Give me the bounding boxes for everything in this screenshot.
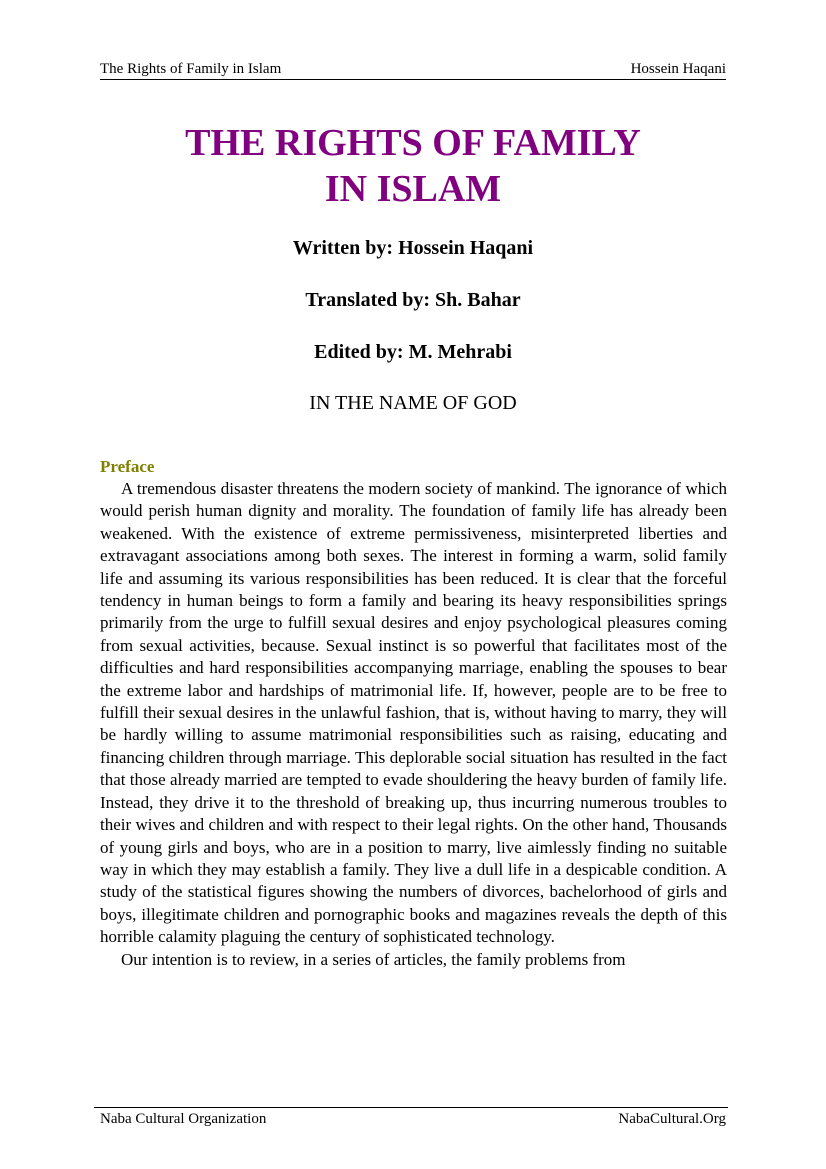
footer-organization: Naba Cultural Organization	[100, 1111, 267, 1127]
title-line-1: THE RIGHTS OF FAMILY	[185, 122, 641, 164]
footer-divider	[94, 1107, 728, 1108]
invocation: IN THE NAME OF GOD	[309, 392, 517, 414]
preface-body	[100, 478, 727, 971]
header-author: Hossein Haqani	[630, 61, 726, 77]
title-line-2: IN ISLAM	[324, 168, 502, 210]
preface-paragraph-2: Our intention is to review, in a series of articles, the family problems from	[121, 949, 626, 969]
preface-paragraph-1: A tremendous disaster threatens the modern society of mankind. The ignorance of which would perish human dignity and morality. The foundation of family life has already been weakened. With the existence of extreme permissiveness, misinterpreted liberties and extravagant associations among both sexes. The interest in forming a warm, solid family life and assuming its various responsibilities has been reduced. It is clear that the forceful tendency in human beings to form a family and bearing its heavy responsibilities springs primarily from the urge to fulfill sexual desires and enjoy psychological pleasures coming from sexual activities, because. Sexual instinct is so powerful that facilitates most of the difficulties and hard responsibilities accompanying marriage, enabling the spouses to bear the extreme labor and hardships of matrimonial life. If, however, people are to be free to fulfill their sexual desires in the unlawful fashion, that is, without having to marry, they will be hardly willing to assume matrimonial responsibilities such as raising, educating and financing children through marriage. This deplorable social situation has resulted in the fact that those already married are tempted to evade shouldering the heavy burden of family life. Instead, they drive it to the threshold of breaking up, thus incurring numerous troubles to their wives and children and with respect to their legal rights. On the other hand, Thousands of young girls and boys, who are in a position to marry, live aimlessly finding no suitable way in which they may establish a family. They live a dull life in a despicable condition. A study of the statistical figures showing the numbers of divorces, bachelorhood of girls and boys, illegitimate children and pornographic books and magazines reveals the depth of this horrible calamity plaguing the century of sophisticated technology.	[100, 479, 727, 947]
header-book-title: The Rights of Family in Islam	[100, 61, 282, 77]
document-title	[0, 120, 826, 212]
editor-credit: Edited by: M. Mehrabi	[314, 341, 512, 363]
author-credit: Written by: Hossein Haqani	[292, 237, 534, 259]
footer-website: NabaCultural.Org	[618, 1111, 726, 1127]
translator-credit: Translated by: Sh. Bahar	[305, 289, 521, 311]
running-header	[100, 60, 726, 80]
running-footer	[100, 1110, 726, 1128]
preface-heading: Preface	[100, 457, 155, 476]
